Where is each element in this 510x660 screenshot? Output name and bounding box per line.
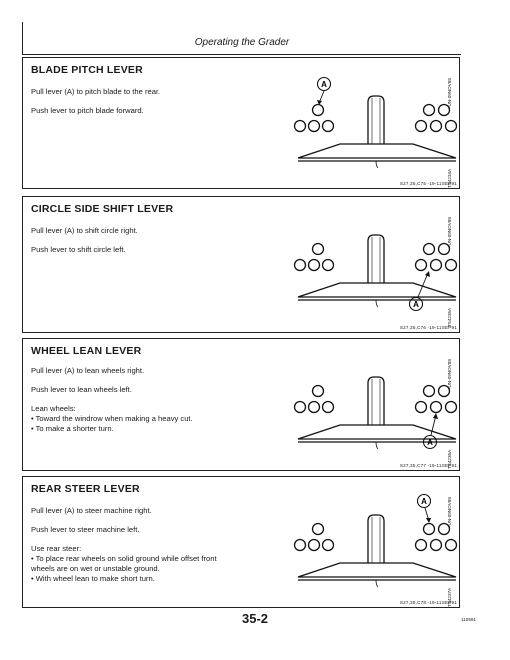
figure-id: S27,35,C78 -19-11SEP91 — [399, 600, 457, 605]
header-title: Operating the Grader — [194, 37, 290, 48]
lever-illustration — [268, 62, 458, 187]
instruction-text: Pull lever (A) to steer machine right. — [31, 506, 152, 515]
page-number: 35-2 — [241, 611, 269, 626]
bullet-item: wheels are on wet or unstable ground. — [31, 564, 160, 573]
callout-label: A — [413, 300, 419, 309]
bullet-item: • With wheel lean to make short turn. — [31, 574, 155, 583]
callout-label: A — [321, 80, 327, 89]
side-code: TS4234A -UN-09NOV88 — [447, 78, 452, 188]
circle-side-shift-section — [22, 196, 460, 333]
page-header — [22, 22, 461, 55]
lever-illustration — [268, 201, 458, 326]
instruction-text: Pull lever (A) to pitch blade to the rear. — [31, 87, 161, 96]
instruction-text: Push lever to pitch blade forward. — [31, 106, 144, 115]
figure-id: S27,35,C75 -19-11SEP91 — [399, 181, 457, 186]
instruction-text: Lean wheels: — [31, 404, 76, 413]
section-title: CIRCLE SIDE SHIFT LEVER — [31, 203, 174, 215]
figure-id: S27,35,C76 -19-11SEP91 — [399, 325, 457, 330]
section-title: BLADE PITCH LEVER — [31, 64, 143, 76]
bullet-item: • Toward the windrow when making a heavy cut. — [31, 414, 193, 423]
instruction-text: Pull lever (A) to lean wheels right. — [31, 366, 145, 375]
instruction-text: Push lever to lean wheels left. — [31, 385, 132, 394]
lever-illustration — [268, 481, 458, 606]
side-code: TS4236A -UN-09NOV88 — [447, 359, 452, 469]
bullet-item: • To make a shorter turn. — [31, 424, 114, 433]
bullet-item: • To place rear wheels on solid ground while offset front — [31, 554, 217, 563]
wheel-lean-section — [22, 338, 460, 471]
instruction-text: Push lever to steer machine left. — [31, 525, 140, 534]
instruction-text: Push lever to shift circle left. — [31, 245, 126, 254]
callout-label: A — [427, 438, 433, 447]
figure-id: S27,35,C77 -19-11SEP91 — [399, 463, 457, 468]
page-code: 110591 — [461, 617, 476, 622]
section-title: WHEEL LEAN LEVER — [31, 345, 142, 357]
instruction-text: Use rear steer: — [31, 544, 82, 553]
blade-pitch-section — [22, 57, 460, 189]
lever-illustration — [268, 343, 458, 468]
section-title: REAR STEER LEVER — [31, 483, 140, 495]
side-code: TS4235A -UN-09NOV88 — [447, 217, 452, 327]
callout-label: A — [421, 497, 427, 506]
side-code: TS4237A -UN-09NOV88 — [447, 497, 452, 607]
rear-steer-section — [22, 476, 460, 608]
instruction-text: Pull lever (A) to shift circle right. — [31, 226, 138, 235]
